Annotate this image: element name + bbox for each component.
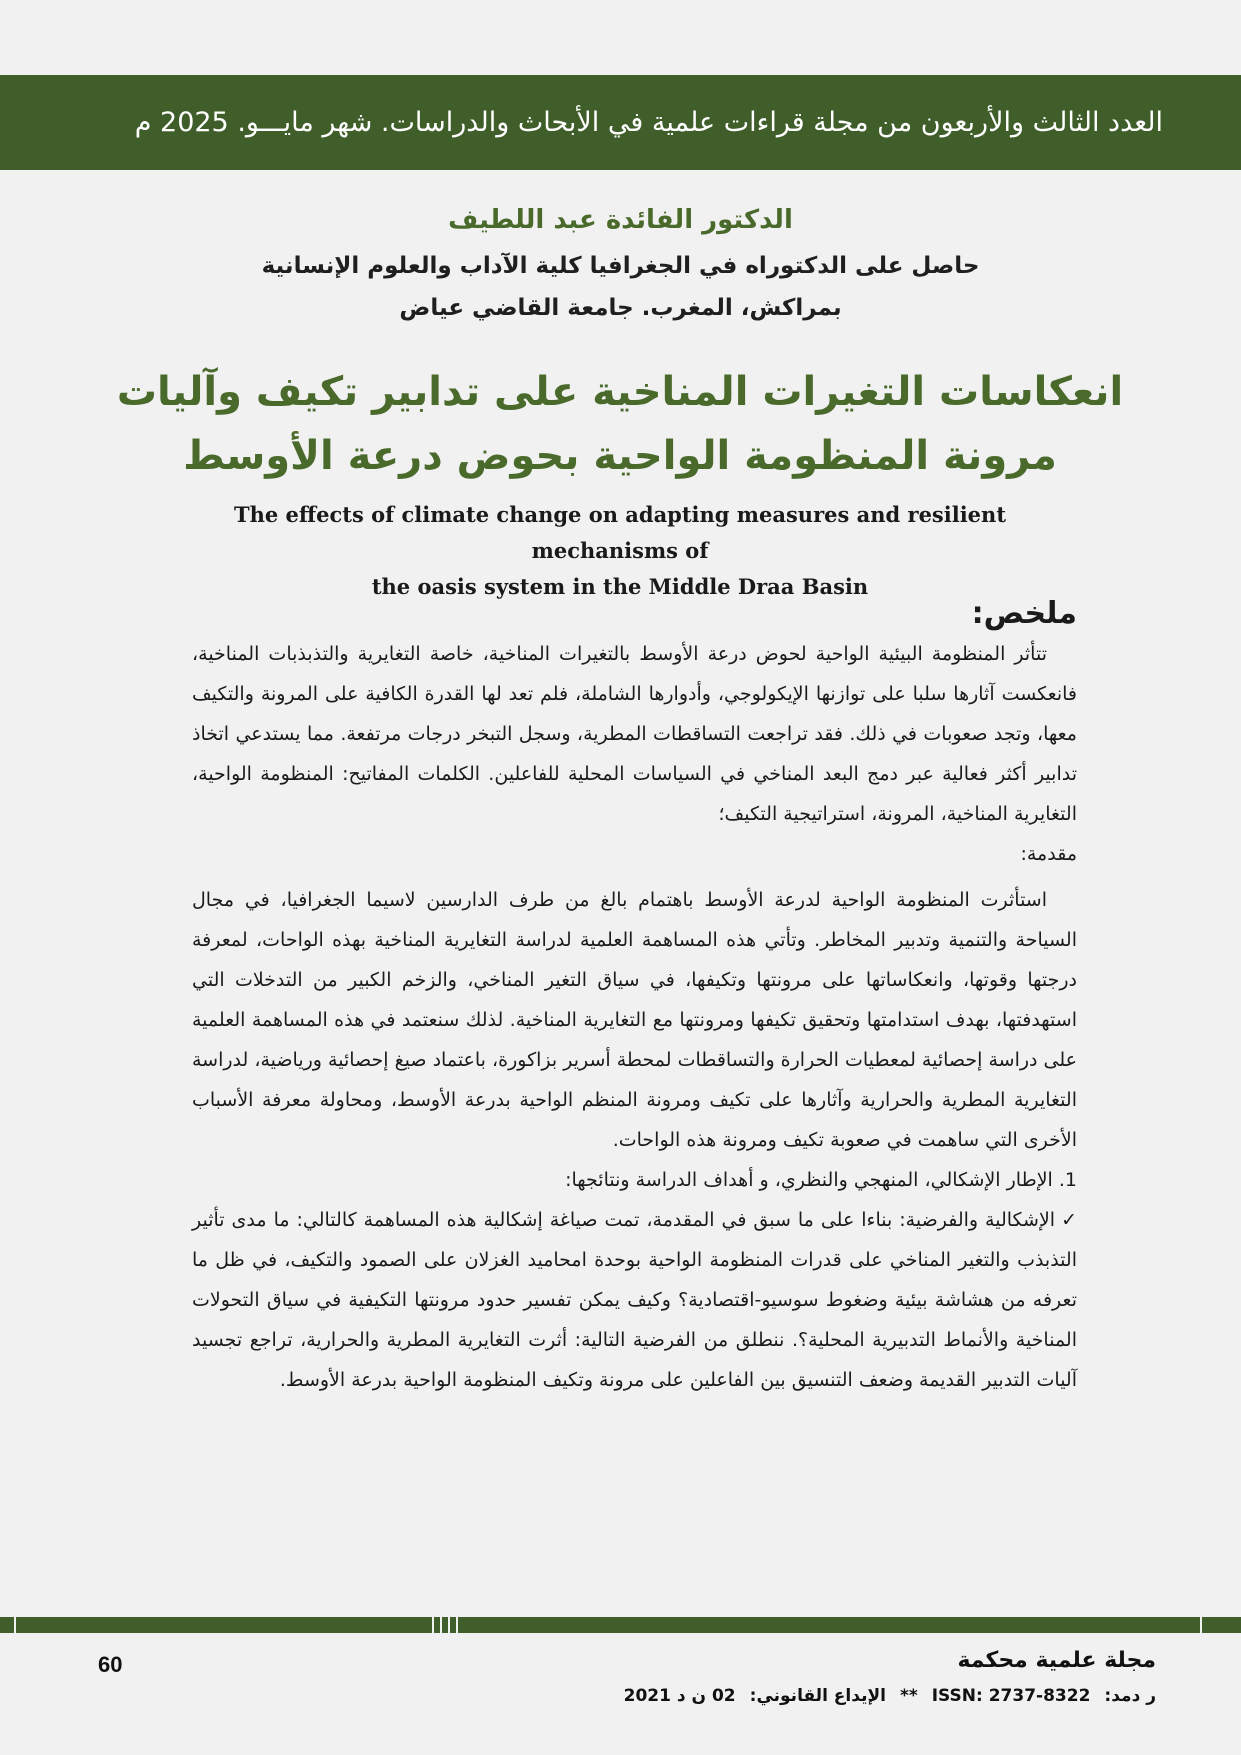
footer-band-divider xyxy=(448,1617,450,1633)
introduction-heading: مقدمة: xyxy=(1020,843,1077,865)
english-title-line2: the oasis system in the Middle Draa Basin xyxy=(371,574,869,599)
hypothesis-text: الإشكالية والفرضية: بناءا على ما سبق في المقدمة، تمت صياغة إشكالية هذه المساهمة كالتالي: ما مدى تأثير التذبذب والتغير المناخي على قدرات المنظومة الواحية بوحدة امحاميد الغزلان على الصمود والتكيف، في ظل ما تعرفه من هشاشة بيئية وضغوط سوسيو-اقتصادية؟ وكيف يمكن تفسير حدود مرونتها التكيفية في سياق التحولات المناخية والأنماط التدبيرية المحلية؟. ننطلق من الفرضية التالية: أثرت التغايرية المطرية والحرارية، تراجع تجسيد آليات التدبير القديمة وضعف التنسيق بين الفاعلين على مرونة وتكيف المنظومة الواحية بدرعة الأوسط. xyxy=(192,1209,1077,1391)
introduction-paragraph: استأثرت المنظومة الواحية لدرعة الأوسط باهتمام بالغ من طرف الدارسين لاسيما الجغرافيا، في مجال السياحة والتنمية وتدبير المخاطر. وتأتي هذه المساهمة العلمية لدراسة التغايرية المناخية بهذه الواحات، لمعرفة درجتها وقوتها، وانعكاساتها على مرونتها وتكيفها، في سياق التغير المناخي، والزخم الكبير من التدخلات التي استهدفتها، بهدف استدامتها وتحقيق تكيفها ومرونتها مع التغايرية المناخية. لذلك سنعتمد في هذه المساهمة العلمية على دراسة إحصائية لمعطيات الحرارة والتساقطات لمحطة أسرير بزاكورة، باعتماد صيغ إحصائية ورياضية، لدراسة التغايرية المطرية والحرارية وآثارها على تكيف ومرونة المنظم الواحية بدرعة الأوسط، ومحاولة معرفة الأسباب الأخرى التي ساهمت في صعوبة تكيف ومرونة هذه الواحات. xyxy=(192,889,1077,1151)
legal-deposit-value: 02 ن د 2021 xyxy=(623,1686,736,1706)
header-band xyxy=(0,75,1241,170)
arabic-title-line1: انعكاسات التغيرات المناخية على تدابير تكيف وآليات xyxy=(116,369,1124,415)
checkmark-icon: ✓ xyxy=(1061,1209,1077,1231)
legal-deposit-label: الإيداع القانوني: xyxy=(749,1686,886,1706)
author-affiliation-line1: حاصل على الدكتوراه في الجغرافيا كلية الآداب والعلوم الإنسانية xyxy=(261,253,980,279)
english-title xyxy=(170,497,1070,605)
footer-identifiers xyxy=(624,1686,1156,1706)
rdmd-label: ر دمد: xyxy=(1104,1686,1156,1706)
english-title-line1: The effects of climate change on adapting measures and resilient mechanisms of xyxy=(233,502,1007,563)
footer-journal-name: مجلة علمية محكمة xyxy=(957,1648,1156,1673)
issue-header-text: العدد الثالث والأربعون من مجلة قراءات علمية في الأبحاث والدراسات. شهر مايـــو. 2025 م xyxy=(134,107,1163,138)
page-number: 60 xyxy=(98,1652,123,1677)
author-name: الدكتور الفائدة عبد اللطيف xyxy=(448,205,793,235)
hypothesis-bullet xyxy=(192,1200,1077,1400)
footer-band-divider xyxy=(456,1617,458,1633)
author-affiliation-line2: بمراكش، المغرب. جامعة القاضي عياض xyxy=(399,295,842,321)
issn-value: ISSN: 2737-8322 xyxy=(931,1686,1091,1706)
abstract-heading: ملخص: xyxy=(971,596,1077,631)
footer-band-divider xyxy=(440,1617,442,1633)
article-body xyxy=(192,594,1077,1400)
footer-band-divider xyxy=(432,1617,434,1633)
footer-band-divider xyxy=(14,1617,16,1633)
arabic-title-line2: مرونة المنظومة الواحية بحوض درعة الأوسط xyxy=(183,433,1057,479)
footer-band xyxy=(0,1617,1241,1633)
section1-heading: 1. الإطار الإشكالي، المنهجي والنظري، و أهداف الدراسة ونتائجها: xyxy=(565,1169,1077,1191)
arabic-title xyxy=(100,360,1140,488)
author-block xyxy=(0,205,1241,329)
abstract-paragraph: تتأثر المنظومة البيئية الواحية لحوض درعة الأوسط بالتغيرات المناخية، خاصة التغايرية والتذبذبات المناخية، فانعكست آثارها سلبا على توازنها الإيكولوجي، وأدوارها الشاملة، فلم تعد لها القدرة الكافية على المرونة والتكيف معها، وتجد صعوبات في ذلك. فقد تراجعت التساقطات المطرية، وسجل التبخر درجات مرتفعة. مما يستدعي اتخاذ تدابير أكثر فعالية عبر دمج البعد المناخي في السياسات المحلية للفاعلين. الكلمات المفاتيح: المنظومة الواحية، التغايرية المناخية، المرونة، استراتيجية التكيف؛ xyxy=(192,643,1077,825)
footer-separator: ** xyxy=(899,1686,918,1706)
footer-band-divider xyxy=(1200,1617,1202,1633)
